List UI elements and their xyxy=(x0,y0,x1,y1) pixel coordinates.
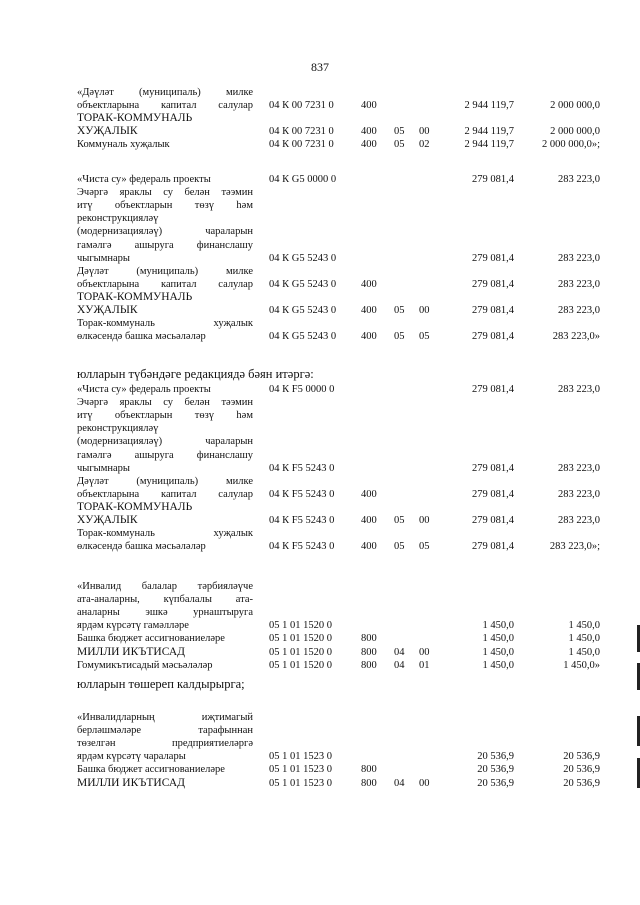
target-article-code: 04 К F5 5243 0 xyxy=(269,462,335,474)
amount-year-2: 1 450,0 xyxy=(568,646,600,658)
table-row xyxy=(0,527,640,540)
table-row xyxy=(0,199,640,212)
target-article-code: 04 К G5 5243 0 xyxy=(269,252,337,264)
row-name: «Чиста су» федераль проекты xyxy=(77,384,211,395)
row-name: Дәүләт (муниципаль) милке xyxy=(77,265,253,277)
row-name: ата-аналарны, күпбалалы ата- xyxy=(77,594,253,606)
amount-year-1: 1 450,0 xyxy=(482,646,514,658)
amount-year-2: 283 223,0» xyxy=(552,331,600,343)
amount-year-2: 2 000 000,0 xyxy=(550,100,600,112)
section-code: 800 xyxy=(361,659,377,671)
row-name: «Инвалидларның иҗтимагый xyxy=(77,712,253,723)
section-code: 800 xyxy=(361,633,377,645)
row-name: өлкәсендә башка мәсьәләләр xyxy=(77,541,206,553)
table-row xyxy=(0,383,640,396)
table-row xyxy=(0,317,640,330)
row-name: ТОРАК-КОММУНАЛЬ xyxy=(77,500,193,513)
table-row xyxy=(0,540,640,553)
amount-year-1: 279 081,4 xyxy=(472,174,514,185)
target-article-code: 05 1 01 1520 0 xyxy=(269,646,332,658)
row-name: итү объектларын төзү һәм xyxy=(77,410,253,422)
target-article-code: 04 К G5 5243 0 xyxy=(269,331,337,343)
target-article-code: 04 К F5 5243 0 xyxy=(269,488,335,500)
section-code: 400 xyxy=(361,100,377,112)
row-name: МИЛЛИ ИКЪТИСАД xyxy=(77,776,185,789)
section-code: 400 xyxy=(361,515,377,526)
amount-year-2: 1 450,0 xyxy=(568,633,600,645)
section-code: 400 xyxy=(361,126,377,138)
amount-year-1: 2 944 119,7 xyxy=(464,139,514,151)
table-row xyxy=(0,580,640,593)
section-code: 400 xyxy=(361,488,377,500)
table-row xyxy=(0,449,640,462)
row-name: аналарны эшкә урнаштыруга xyxy=(77,607,253,619)
row-name: Башка бюджет ассигнованиеләре xyxy=(77,764,225,776)
expense-type-code: 05 xyxy=(419,541,430,553)
row-name: объектларына капитал салулар xyxy=(77,100,253,112)
expense-type-code: 00 xyxy=(419,305,430,316)
page-number: 837 xyxy=(311,60,329,74)
amount-year-2: 2 000 000,0 xyxy=(550,126,600,138)
row-name: Эчәргә яраклы су белән тәэмин xyxy=(77,397,253,409)
subsection-code: 05 xyxy=(394,331,405,343)
section-code: 800 xyxy=(361,777,377,789)
table-row xyxy=(0,304,640,317)
target-article-code: 04 К G5 5243 0 xyxy=(269,278,337,290)
target-article-code: 04 К G5 5243 0 xyxy=(269,305,337,316)
amount-year-2: 283 223,0 xyxy=(558,278,600,290)
row-name: Башка бюджет ассигнованиеләре xyxy=(77,633,225,645)
table-row xyxy=(0,173,640,186)
amount-year-1: 1 450,0 xyxy=(482,633,514,645)
expense-type-code: 01 xyxy=(419,659,430,671)
row-name: ярдәм күрсәтү чаралары xyxy=(77,751,186,763)
expense-type-code: 05 xyxy=(419,331,430,343)
table-row xyxy=(0,711,640,724)
table-row xyxy=(0,265,640,278)
amount-year-1: 1 450,0 xyxy=(482,659,514,671)
row-name: «Дәүләт (муниципаль) милке xyxy=(77,87,253,98)
amount-year-1: 279 081,4 xyxy=(472,305,514,316)
row-name: ярдәм күрсәтү гамәлләре xyxy=(77,620,189,632)
expense-type-code: 02 xyxy=(419,139,430,151)
amount-year-1: 279 081,4 xyxy=(472,384,514,395)
section-code: 400 xyxy=(361,278,377,290)
table-row xyxy=(0,212,640,225)
amount-year-1: 279 081,4 xyxy=(472,252,514,264)
row-name: Торак-коммуналь хуҗалык xyxy=(77,528,253,540)
target-article-code: 04 К F5 5243 0 xyxy=(269,541,335,553)
subsection-code: 05 xyxy=(394,139,405,151)
amount-year-1: 2 944 119,7 xyxy=(464,100,514,112)
row-name: төзелгән предприятиеләргә xyxy=(77,738,253,750)
amendment-instruction: юлларын төшереп калдырырга; xyxy=(77,677,245,691)
section-code: 400 xyxy=(361,541,377,553)
amount-year-1: 2 944 119,7 xyxy=(464,126,514,138)
row-name: ХУҖАЛЫК xyxy=(77,304,138,316)
amount-year-2: 283 223,0 xyxy=(558,252,600,264)
table-row xyxy=(0,462,640,475)
row-name: чыгымнары xyxy=(77,462,130,474)
amount-year-1: 20 536,9 xyxy=(477,764,514,776)
subsection-code: 05 xyxy=(394,515,405,526)
expense-type-code: 00 xyxy=(419,646,430,658)
table-row xyxy=(0,593,640,606)
target-article-code: 05 1 01 1520 0 xyxy=(269,620,332,632)
amount-year-2: 283 223,0»; xyxy=(549,541,600,553)
row-name: Дәүләт (муниципаль) милке xyxy=(77,475,253,487)
amount-year-2: 2 000 000,0»; xyxy=(541,139,600,151)
subsection-code: 05 xyxy=(394,126,405,138)
target-article-code: 04 К F5 5243 0 xyxy=(269,515,335,526)
table-row xyxy=(0,750,640,763)
amount-year-1: 279 081,4 xyxy=(472,278,514,290)
amount-year-1: 279 081,4 xyxy=(472,515,514,526)
table-row xyxy=(0,252,640,265)
table-row xyxy=(0,724,640,737)
row-name: өлкәсендә башка мәсьәләләр xyxy=(77,331,206,343)
row-name: итү объектларын төзү һәм xyxy=(77,200,253,212)
row-name: гамәлгә ашыруга финанслашу xyxy=(77,239,253,251)
expense-type-code: 00 xyxy=(419,126,430,138)
target-article-code: 04 К 00 7231 0 xyxy=(269,139,334,151)
target-article-code: 04 К 00 7231 0 xyxy=(269,126,334,138)
table-row xyxy=(0,737,640,750)
row-name: объектларына капитал салулар xyxy=(77,278,253,290)
target-article-code: 05 1 01 1523 0 xyxy=(269,777,332,789)
row-name: ТОРАК-КОММУНАЛЬ xyxy=(77,112,193,125)
table-row xyxy=(0,646,640,659)
amount-year-1: 1 450,0 xyxy=(482,620,514,632)
target-article-code: 04 К G5 0000 0 xyxy=(269,174,337,185)
subsection-code: 05 xyxy=(394,305,405,316)
table-row xyxy=(0,501,640,514)
target-article-code: 05 1 01 1520 0 xyxy=(269,659,332,671)
row-name: Торак-коммуналь хуҗалык xyxy=(77,318,253,330)
table-row xyxy=(0,475,640,488)
table-row xyxy=(0,422,640,435)
table-row xyxy=(0,138,640,151)
amount-year-2: 20 536,9 xyxy=(563,777,600,789)
section-code: 400 xyxy=(361,331,377,343)
amount-year-1: 20 536,9 xyxy=(477,777,514,789)
target-article-code: 05 1 01 1520 0 xyxy=(269,633,332,645)
amount-year-2: 283 223,0 xyxy=(558,384,600,395)
section-code: 400 xyxy=(361,305,377,316)
table-row xyxy=(0,763,640,776)
amount-year-2: 1 450,0» xyxy=(563,659,600,671)
amendment-instruction: юлларын түбәндәге редакциядә бәян итәргә: xyxy=(77,367,314,381)
row-name: ХУҖАЛЫК xyxy=(77,514,138,526)
amount-year-2: 20 536,9 xyxy=(563,764,600,776)
section-code: 400 xyxy=(361,139,377,151)
amount-year-2: 283 223,0 xyxy=(558,462,600,474)
expense-type-code: 00 xyxy=(419,515,430,526)
row-name: Гомумикътисадый мәсьәләләр xyxy=(77,659,213,671)
row-name: (модернизацияләү) чараларын xyxy=(77,436,253,448)
amount-year-2: 283 223,0 xyxy=(558,515,600,526)
table-row xyxy=(0,619,640,632)
amount-year-1: 20 536,9 xyxy=(477,751,514,763)
row-name: гамәлгә ашыруга финанслашу xyxy=(77,449,253,461)
row-name: ТОРАК-КОММУНАЛЬ xyxy=(77,290,193,303)
row-name: чыгымнары xyxy=(77,252,130,264)
subsection-code: 04 xyxy=(394,659,405,671)
table-row xyxy=(0,514,640,527)
table-row xyxy=(0,186,640,199)
table-row xyxy=(0,239,640,252)
table-row xyxy=(0,396,640,409)
row-name: реконструкцияләү xyxy=(77,423,159,435)
table-row xyxy=(0,488,640,501)
amount-year-1: 279 081,4 xyxy=(472,488,514,500)
row-name: Эчәргә яраклы су белән тәэмин xyxy=(77,187,253,199)
table-row xyxy=(0,435,640,448)
table-row xyxy=(0,125,640,138)
target-article-code: 05 1 01 1523 0 xyxy=(269,751,332,763)
table-row xyxy=(0,659,640,672)
table-row xyxy=(0,291,640,304)
row-name: берләшмәләре тарафыннан xyxy=(77,725,253,737)
amount-year-1: 279 081,4 xyxy=(472,462,514,474)
target-article-code: 04 К F5 0000 0 xyxy=(269,384,335,395)
section-code: 800 xyxy=(361,764,377,776)
table-row xyxy=(0,112,640,125)
row-name: реконструкцияләү xyxy=(77,213,159,225)
subsection-code: 04 xyxy=(394,777,405,789)
row-name: «Чиста су» федераль проекты xyxy=(77,174,211,185)
row-name: ХУҖАЛЫК xyxy=(77,125,138,138)
target-article-code: 05 1 01 1523 0 xyxy=(269,764,332,776)
table-row xyxy=(0,330,640,343)
amount-year-1: 279 081,4 xyxy=(472,331,514,343)
table-row xyxy=(0,86,640,99)
table-row xyxy=(0,777,640,790)
table-row xyxy=(0,632,640,645)
table-row xyxy=(0,225,640,238)
row-name: «Инвалид балалар тәрбияләүче xyxy=(77,581,253,592)
amount-year-2: 283 223,0 xyxy=(558,488,600,500)
subsection-code: 05 xyxy=(394,541,405,553)
amount-year-1: 279 081,4 xyxy=(472,541,514,553)
row-name: МИЛЛИ ИКЪТИСАД xyxy=(77,645,185,658)
row-name: (модернизацияләү) чараларын xyxy=(77,226,253,238)
row-name: Коммуналь хуҗалык xyxy=(77,139,170,151)
row-name: объектларына капитал салулар xyxy=(77,488,253,500)
amount-year-2: 283 223,0 xyxy=(558,174,600,185)
table-row xyxy=(0,409,640,422)
table-row xyxy=(0,606,640,619)
amount-year-2: 1 450,0 xyxy=(568,620,600,632)
subsection-code: 04 xyxy=(394,646,405,658)
target-article-code: 04 К 00 7231 0 xyxy=(269,100,334,112)
amount-year-2: 20 536,9 xyxy=(563,751,600,763)
amount-year-2: 283 223,0 xyxy=(558,305,600,316)
section-code: 800 xyxy=(361,646,377,658)
table-row xyxy=(0,99,640,112)
expense-type-code: 00 xyxy=(419,777,430,789)
table-row xyxy=(0,278,640,291)
